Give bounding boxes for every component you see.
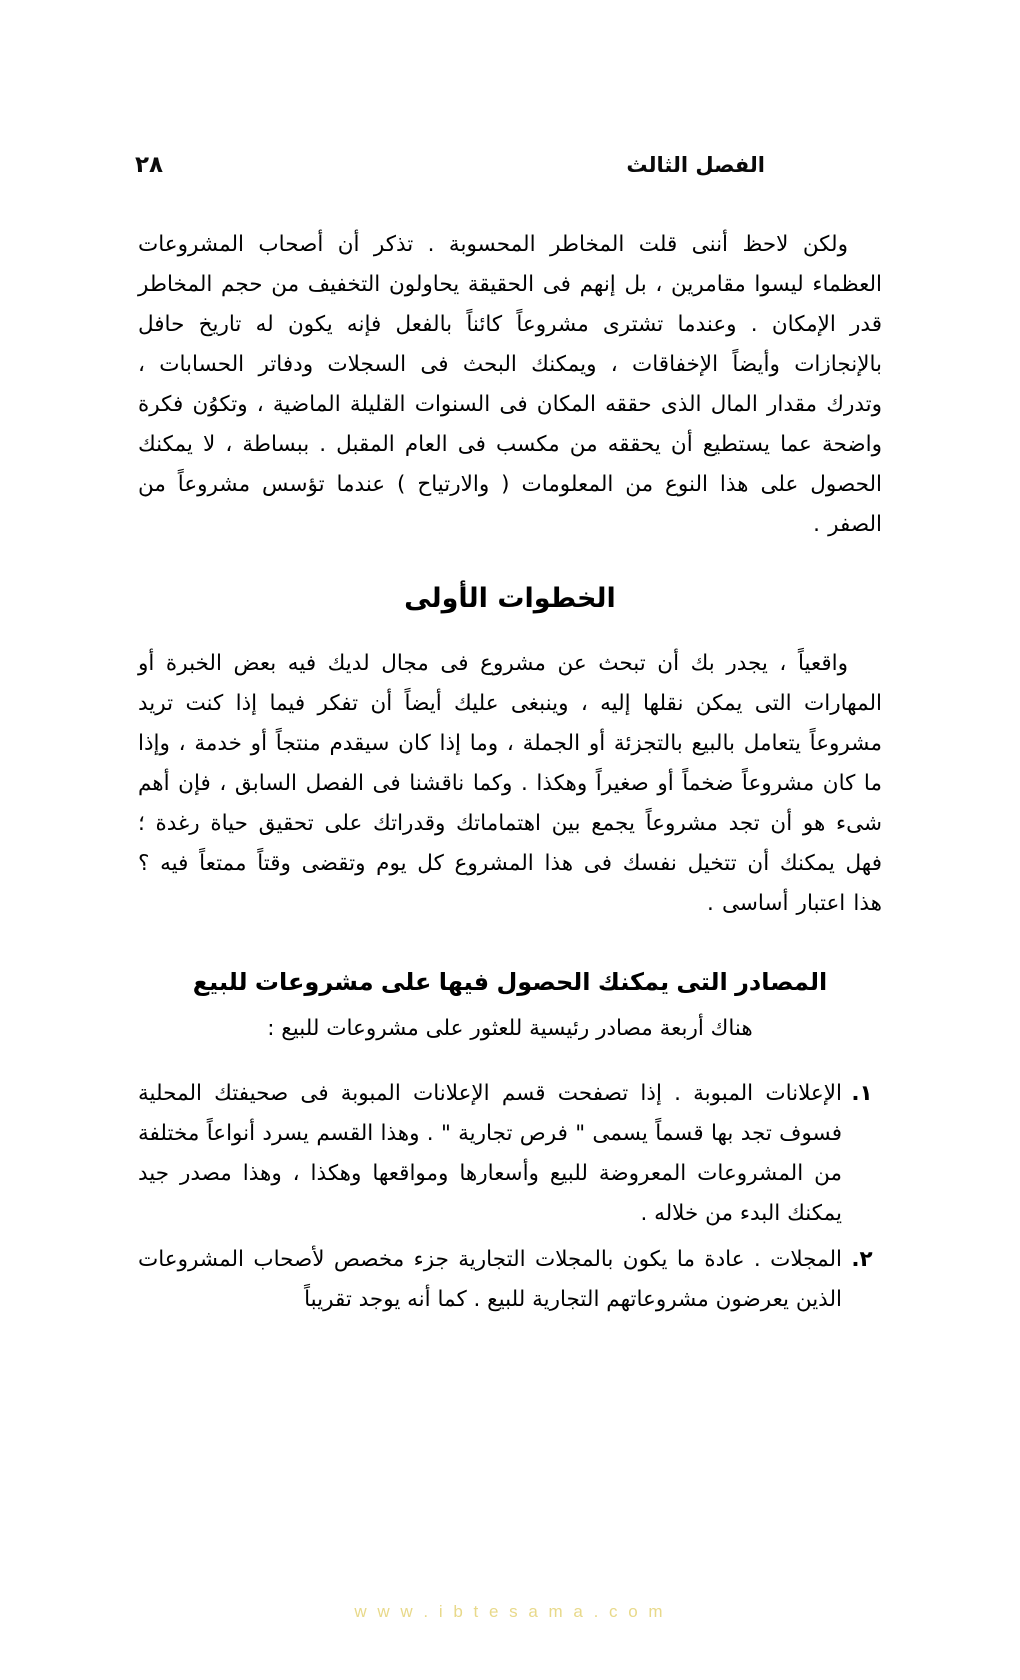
sources-intro-line: هناك أربعة مصادر رئيسية للعثور على مشروعات للبيع : xyxy=(267,1016,753,1041)
list-item-number: ١. xyxy=(851,1081,873,1106)
page-number: ٢٨ xyxy=(135,152,164,178)
sources-list xyxy=(138,1074,882,1320)
section-heading-first-steps: الخطوات الأولى xyxy=(404,583,616,614)
list-item-text: المجلات . عادة ما يكون بالمجلات التجارية جزء مخصص لأصحاب المشروعات الذين يعرضون مشروعاتهم التجارية للبيع . كما أنه يوجد تقريباً xyxy=(138,1247,842,1312)
paragraph-first-steps: واقعياً ، يجدر بك أن تبحث عن مشروع فى مجال لديك فيه بعض الخبرة أو المهارات التى يمكن نقلها إليه ، وينبغى عليك أيضاً أن تفكر فيما إذا كنت تريد مشروعاً يتعامل بالبيع بالتجزئة أو الجملة ، وما إذا كان سيقدم منتجاً أو خدمة ، وإذا ما كان مشروعاً ضخماً أو صغيراً وهكذا . وكما ناقشنا فى الفصل السابق ، فإن أهم شىء هو أن تجد مشروعاً يجمع بين اهتماماتك وقدراتك على تحقيق حياة رغدة ؛ فهل يمكنك أن تتخيل نفسك فى هذا المشروع كل يوم وتقضى وقتاً ممتعاً فيه ؟ هذا اعتبار أساسى . xyxy=(138,651,882,916)
list-item xyxy=(138,1074,882,1234)
list-item xyxy=(138,1240,882,1320)
list-item-number: ٢. xyxy=(851,1247,873,1272)
list-item-text: الإعلانات المبوبة . إذا تصفحت قسم الإعلانات المبوبة فى صحيفتك المحلية فسوف تجد بها قسماً يسمى " فرص تجارية " . وهذا القسم يسرد أنواعاً مختلفة من المشروعات المعروضة للبيع وأسعارها ومواقعها وهكذا ، وهذا مصدر جيد يمكنك البدء من خلاله . xyxy=(138,1081,842,1226)
paragraph-intro: ولكن لاحظ أننى قلت المخاطر المحسوبة . تذكر أن أصحاب المشروعات العظماء ليسوا مقامرين ، بل إنهم فى الحقيقة يحاولون التخفيف من حجم المخاطر قدر الإمكان . وعندما تشترى مشروعاً كائناً بالفعل فإنه يكون له تاريخ حافل بالإنجازات وأيضاً الإخفاقات ، ويمكنك البحث فى السجلات ودفاتر الحسابات ، وتدرك مقدار المال الذى حققه المكان فى السنوات القليلة الماضية ، وتكوُن فكرة واضحة عما يستطيع أن يحققه من مكسب فى العام المقبل . ببساطة ، لا يمكنك الحصول على هذا النوع من المعلومات ( والارتياح ) عندما تؤسس مشروعاً من الصفر . xyxy=(138,232,882,537)
chapter-label: الفصل الثالث xyxy=(626,153,765,177)
page-content xyxy=(138,225,882,1326)
site-watermark: w w w . i b t e s a m a . c o m xyxy=(354,1602,666,1621)
section-heading-sources: المصادر التى يمكنك الحصول فيها على مشروعات للبيع xyxy=(192,968,828,996)
running-head xyxy=(135,152,885,186)
